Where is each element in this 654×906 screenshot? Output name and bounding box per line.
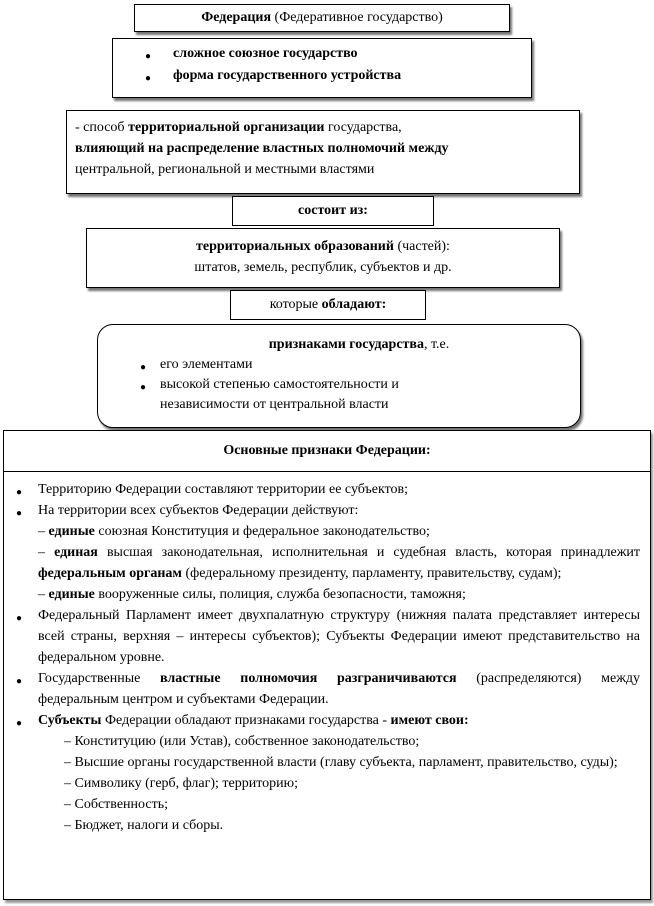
- feature-text: (распределяются) между федеральным центром и субъектами Федерации.: [38, 671, 641, 707]
- sub-bold: единая: [54, 545, 98, 560]
- possess-plain: которые: [269, 297, 322, 312]
- state-sign-item: ● его элементами: [160, 355, 580, 375]
- possess-bold: обладают:: [321, 297, 387, 312]
- feature-item-unified-laws: [38, 500, 640, 605]
- feature-lead: На территории всех субъектов Федерации действуют:: [38, 503, 359, 518]
- state-sign-item-continuation: независимости от центральной власти: [160, 397, 389, 412]
- feature-text: Государственные: [38, 671, 161, 686]
- subject-sub-constitution: – Конституцию (или Устав), собственное законодательство;: [64, 734, 420, 749]
- units-bold: территориальных образований: [196, 239, 394, 254]
- units-line2: штатов, земель, республик, субъектов и др.: [194, 260, 452, 275]
- definitions-box: [112, 38, 532, 98]
- sub-bold: федеральным органам: [38, 566, 182, 581]
- dash: –: [38, 545, 55, 560]
- feature-item-parliament: ● Федеральный Парламент имеет двухпалатную структуру (нижняя палата представляет интересы всей страны, верхняя – интересы субъектов); Субъекты Федерации имеют представительство на федеральном уровне.: [38, 605, 640, 668]
- feature-sub-supreme-power: [38, 542, 640, 584]
- sub-text: союзная Конституция и федеральное законодательство;: [94, 524, 430, 539]
- feature-text: Федерации обладают признаками государства -: [101, 713, 391, 728]
- feature-bold: властные полномочия разграничиваются: [160, 671, 457, 686]
- method-box: [66, 110, 580, 194]
- subject-sub-organs: – Высшие органы государственной власти (главу субъекта, парламент, правительство, суды);: [64, 755, 618, 770]
- method-text: центральной, региональной и местными властями: [75, 162, 375, 177]
- subject-sub-symbols: – Символику (герб, флаг); территорию;: [64, 776, 298, 791]
- definition-item: ● форма государственного устройства: [173, 65, 531, 87]
- main-features-header: Основные признаки Федерации:: [4, 431, 650, 472]
- feature-bold: имеют свои:: [390, 713, 469, 728]
- federation-title-box: [134, 4, 510, 32]
- subject-sub-budget: – Бюджет, налоги и сборы.: [64, 818, 224, 833]
- sub-bold: единые: [48, 587, 95, 602]
- method-bold: территориальной организации: [128, 120, 325, 135]
- feature-sub-constitution: [38, 521, 640, 542]
- main-features-box: [3, 430, 651, 900]
- state-signs-box: [97, 324, 581, 428]
- feature-item-territory: ● Территорию Федерации составляют территории ее субъектов;: [38, 479, 640, 500]
- state-signs-bold: признаками государства: [268, 337, 424, 352]
- dash: –: [38, 524, 49, 539]
- units-rest: (частей):: [393, 239, 450, 254]
- federation-title-bold: Федерация: [201, 10, 272, 25]
- subject-sub-property: – Собственность;: [64, 797, 168, 812]
- method-bold: влияющий на распределение властных полномочий между: [75, 141, 449, 156]
- territorial-units-box: [86, 228, 560, 288]
- federation-title-rest: (Федеративное государство): [271, 10, 443, 25]
- feature-sub-armed-forces: [38, 584, 640, 605]
- method-text: государства,: [324, 120, 402, 135]
- definition-item: ● сложное союзное государство: [173, 43, 531, 65]
- consists-of-box: [232, 196, 434, 226]
- possess-box: [230, 290, 426, 320]
- feature-item-subjects: [38, 710, 640, 836]
- sub-text: вооруженные силы, полиция, служба безопасности, таможня;: [94, 587, 466, 602]
- method-text: - способ: [75, 120, 129, 135]
- sub-text: высшая законодательная, исполнительная и судебная власть, которая принадлежит: [97, 545, 640, 560]
- feature-bold: Субъекты: [38, 713, 102, 728]
- sub-bold: единые: [48, 524, 95, 539]
- state-signs-rest: , т.е.: [423, 337, 450, 352]
- state-sign-item: ● высокой степенью самостоятельности и: [160, 375, 580, 395]
- main-features-list: [4, 472, 650, 836]
- dash: –: [38, 587, 49, 602]
- sub-text: (федеральному президенту, парламенту, правительству, судам);: [181, 566, 562, 581]
- feature-item-powers-division: [38, 668, 640, 710]
- state-signs-heading: [98, 335, 580, 355]
- consists-of-label: состоит из:: [298, 203, 368, 218]
